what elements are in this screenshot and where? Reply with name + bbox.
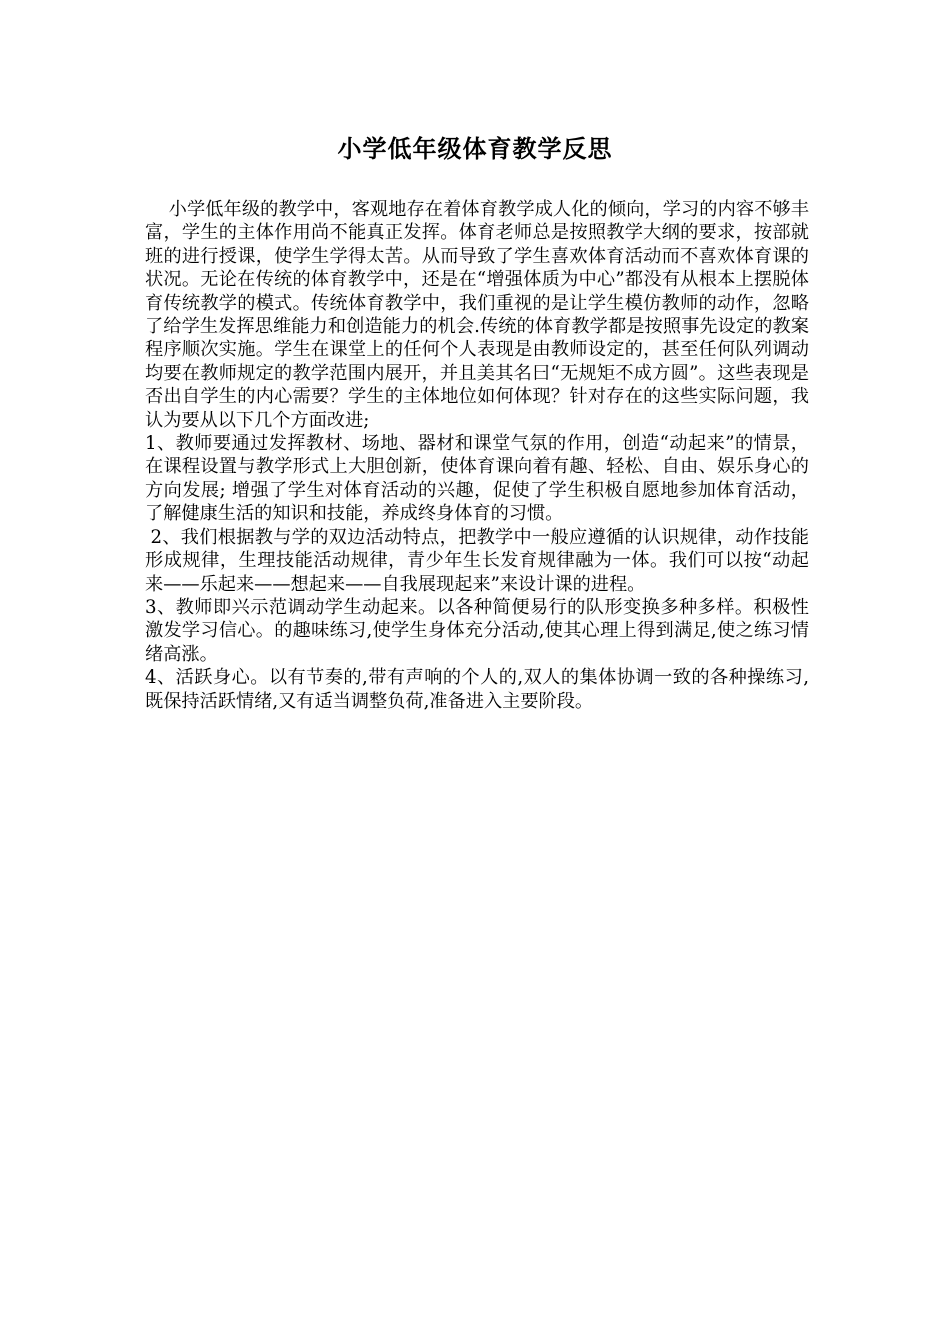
document-title: 小学低年级体育教学反思 xyxy=(337,134,613,163)
point-1-paragraph: 1、教师要通过发挥教材、场地、器材和课堂气氛的作用，创造“动起来”的情景，在课程设置与教学形式上大胆创新，使体育课向着有趣、轻松、自由、娱乐身心的方向发展; 增强了学生对体育活动的兴趣，促使了学生积极自愿地参加体育活动，了解健康生活的知识和技能，养成终身体育的习惯。 xyxy=(145,433,809,525)
point-2-paragraph: 2、我们根据教与学的双边活动特点，把教学中一般应遵循的认识规律，动作技能形成规律，生理技能活动规律，青少年生长发育规律融为一体。我们可以按“动起来——乐起来——想起来——自我展现起来”来设计课的进程。 xyxy=(145,526,809,595)
document-body xyxy=(145,198,809,713)
point-4-paragraph: 4、活跃身心。以有节奏的,带有声响的个人的,双人的集体协调一致的各种操练习,既保持活跃情绪,又有适当调整负荷,准备进入主要阶段。 xyxy=(145,667,809,712)
point-3-paragraph: 3、教师即兴示范调动学生动起来。以各种简便易行的队形变换多种多样。积极性激发学习信心。的趣味练习,使学生身体充分活动,使其心理上得到满足,使之练习情绪高涨。 xyxy=(145,596,809,665)
intro-paragraph: 小学低年级的教学中，客观地存在着体育教学成人化的倾向，学习的内容不够丰富，学生的主体作用尚不能真正发挥。体育老师总是按照教学大纲的要求，按部就班的进行授课，使学生学得太苦。从而导致了学生喜欢体育活动而不喜欢体育课的状况。无论在传统的体育教学中，还是在“增强体质为中心”都没有从根本上摆脱体育传统教学的模式。传统体育教学中，我们重视的是让学生模仿教师的动作，忽略了给学生发挥思维能力和创造能力的机会.传统的体育教学都是按照事先设定的教案程序顺次实施。学生在课堂上的任何个人表现是由教师设定的，甚至任何队列调动均要在教师规定的教学范围内展开，并且美其名曰“无规矩不成方圆”。这些表现是否出自学生的内心需要？学生的主体地位如何体现？针对存在的这些实际问题，我认为要从以下几个方面改进; xyxy=(145,199,809,431)
